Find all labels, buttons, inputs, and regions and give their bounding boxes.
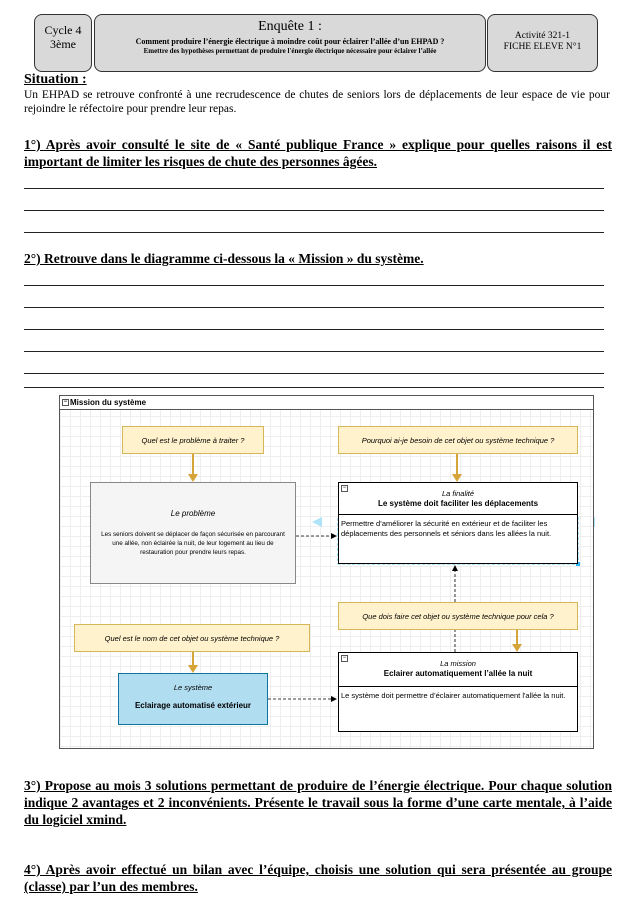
answer-line[interactable] [24,188,604,189]
handle-left-icon[interactable] [312,517,322,527]
question-box-what-text: Que dois faire cet objet ou système technique pour cela ? [362,611,554,621]
answer-line[interactable] [24,307,604,308]
diagram-title: Mission du système [70,398,147,407]
handle-right-icon[interactable] [594,517,595,527]
systeme-name: Eclairage automatisé extérieur [134,701,252,710]
arrow-head-icon [188,474,198,482]
collapse-icon[interactable]: − [342,485,347,491]
problem-text: Les seniors doivent se déplacer de façon sécurisée en parcourant une allée, non éclairée la nuit, de leur logement au lieu de restauration pour prendre leurs repas. [101,531,285,556]
question-box-purpose-text: Pourquoi ai-je besoin de cet objet ou système technique ? [361,435,555,445]
cycle-label: Cycle 4 [44,23,82,37]
arrow-head-icon [452,474,462,482]
page-subtitle: Comment produire l’énergie électrique à moindre coût pour éclairer l’allée d’un EHPAD ? [135,37,445,46]
answer-line[interactable] [24,351,604,352]
answer-line[interactable] [24,373,604,374]
mission-name: Eclairer automatiquement l’allée la nuit [383,669,533,678]
question-box-purpose [338,426,578,454]
page-subtitle-2: Emettre des hypothèses permettant de produire l'énergie électrique nécessaire pour éclairer l’allée [143,47,437,55]
problem-title: Le problème [170,509,216,518]
collapse-icon[interactable]: − [342,655,347,661]
problem-box [90,482,296,584]
question-box-problem-text: Quel est le problème à traiter ? [141,435,245,445]
mission-header [339,653,577,687]
mission-text: Le système doit permettre d’éclairer automatiquement l'allée la nuit. [341,691,566,700]
mission-box[interactable] [338,652,578,732]
finalite-name: Le système doit faciliter les déplacements [377,499,539,508]
arrow-head-icon [512,644,522,652]
arrow-head-icon [188,665,198,673]
systeme-kind: Le système [173,683,213,692]
level-label: 3ème [50,37,76,51]
finalite-kind: La finalité [441,489,475,498]
finalite-box[interactable] [338,482,578,564]
systeme-box[interactable] [118,673,268,725]
finalite-header [339,483,577,515]
answer-line[interactable] [24,285,604,286]
activity-box [487,14,598,72]
page-title: Enquête 1 : [258,19,322,34]
activity-label: Activité 321-1 [514,31,571,41]
question-box-problem [122,426,264,454]
cycle-box [34,14,92,72]
question-box-name-text: Quel est le nom de cet objet ou système technique ? [104,633,280,643]
question-3: 3°) Propose au mois 3 solutions permettant de produire de l’énergie électrique. Pour chaque solution indique 2 avantages et 2 inconvénients. Présente le travail sous la forme d’une carte mentale, à l’aide du logiciel xmind. [24,778,612,827]
question-1: 1°) Après avoir consulté le site de « Santé publique France » explique pour quelles raisons il est important de limiter les risques de chute des personnes âgées. [24,137,612,169]
question-2: 2°) Retrouve dans le diagramme ci-dessous la « Mission » du système. [24,251,424,266]
mission-diagram [59,395,594,749]
answer-line[interactable] [24,232,604,233]
answer-line[interactable] [24,387,604,388]
title-box [94,14,486,72]
question-4: 4°) Après avoir effectué un bilan avec l’équipe, choisis une solution qui sera présentée au groupe (classe) par l’un des membres. [24,862,612,894]
mission-kind: La mission [440,659,476,668]
finalite-text: Permettre d’améliorer la sécurité en extérieur et de faciliter les déplacements des personnels et séniors dans les allées la nuit. [341,519,552,538]
answer-line[interactable] [24,329,604,330]
situation-heading: Situation : [24,72,87,87]
question-box-name [74,624,310,652]
situation-text: Un EHPAD se retrouve confronté à une recrudescence de chutes de seniors lors de déplacements de leur espace de vie pour rejoindre le réfectoire pour prendre leur repas. [24,89,610,115]
question-box-what [338,602,578,630]
sheet-label: FICHE ELEVE N°1 [503,42,582,52]
answer-line[interactable] [24,210,604,211]
collapse-icon[interactable]: − [63,399,68,406]
